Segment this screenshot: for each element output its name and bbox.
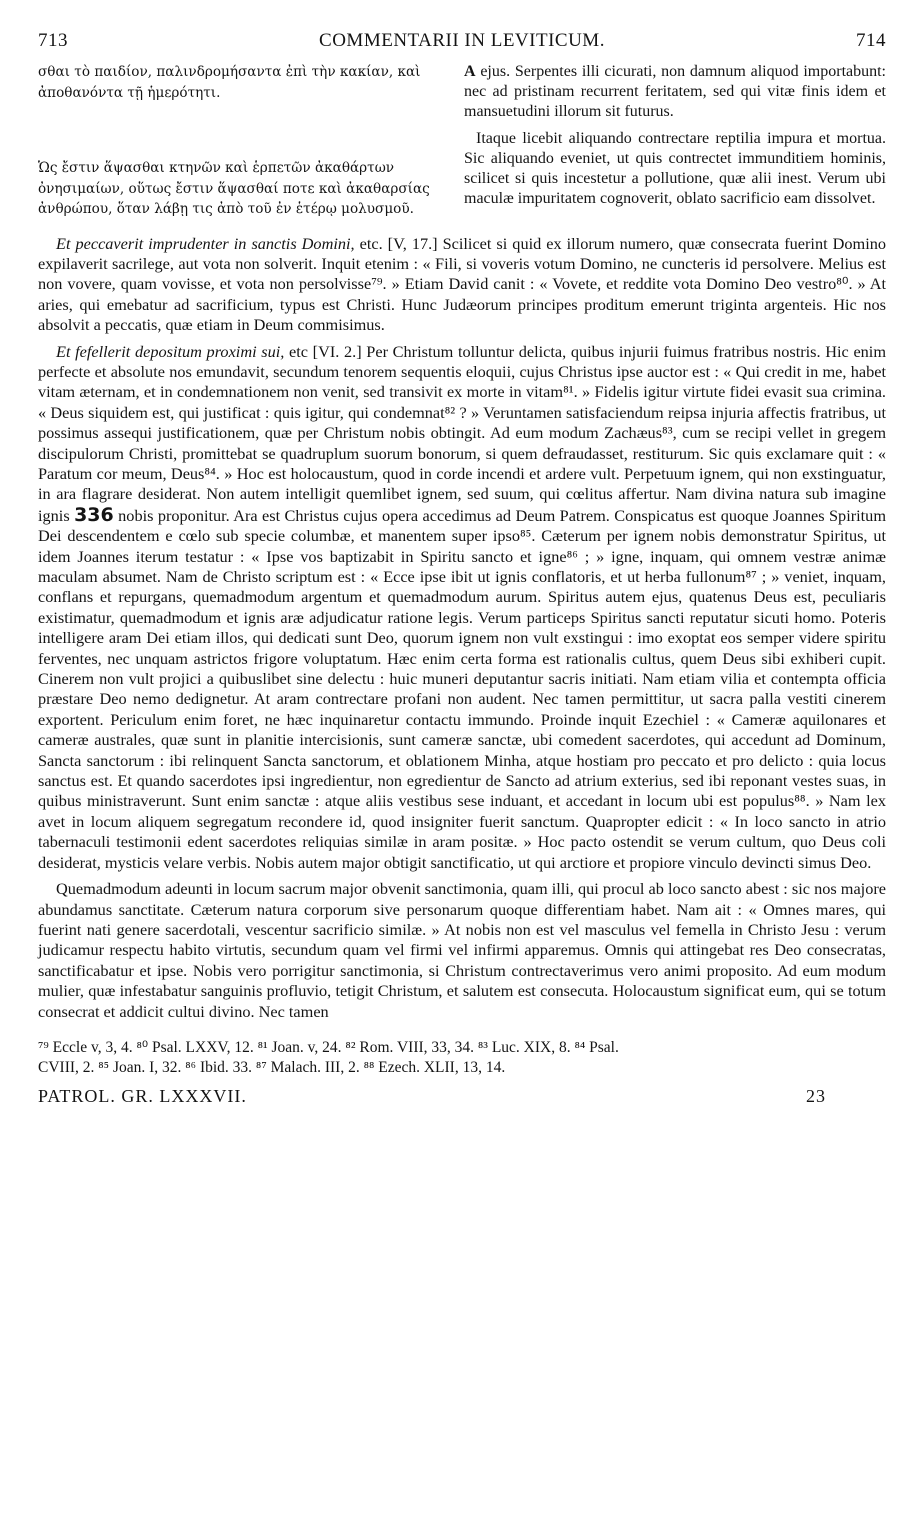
page-number-left: 713	[38, 30, 68, 51]
latin-paragraph-2: Itaque licebit aliquando contrectare reptilia impura et mortua. Sic aliquando eveniet, ut quis contrectet immunditiem hominis, scilicet si quis incestetur a pollutione, quæ alii inest. Verum ubi maculæ impuritatem cognoverit, oblato sacrificio eam dissolvet.	[464, 129, 886, 208]
two-column-block	[38, 62, 886, 220]
body-paragraph-3: Quemadmodum adeunti in locum sacrum major obvenit sanctimonia, quam illi, qui procul ab loco sancto abest : sic nos majore abundamus sanctitate. Cæterum natura corporum sive personarum quoque differentiam habet. Nam ait : « Omnes mares, qui fuerint nati genere sacerdotali, vescentur sacrificio similæ. » At nobis non est vel masculus vel femella in Christo Jesu : verum judicamur respectu habito virtutis, secundum quam vel firmi vel infirmi apparemus. Omnis qui attingebat res Deo consecratas, sanctificabatur et ipse. Nobis vero porrigitur sanctimonia, si Christum contrectaverimus vero animi proposito. Ad eum modum mulier, quæ infestabatur sanguinis profluvio, tetigit Christum, et salutem est consecuta. Holocaustum significat eum, qui se totum consecrat et addicit cultui divino. Nec tamen	[38, 879, 886, 1021]
body-paragraph-1-text: etc. [V, 17.] Scilicet si quid ex illorum numero, quæ consecrata fuerint Domino expilaverit sacrilege, aut vota non solverit. Inquit etenim : « Fili, si voveris votum Domino, ne cuncteris id persolvere. Melius est non vovere, quam vovisse, et vota non persolvisse⁷⁹. » Etiam David canit : « Vovete, et reddite vota Domino Deo vestro⁸⁰. » At aries, qui emebatur ad sacrificium, typus est Christi. Hunc Judæorum principes proditum emerunt triginta argenteis. Hic nos absolvit a peccatis, quæ etiam in Deum commisimus.	[38, 233, 886, 335]
column-number: 336	[74, 503, 114, 526]
greek-paragraph-2: Ὡς ἔστιν ἅψασθαι κτηνῶν καὶ ἑρπετῶν ἀκαθάρτων ὀνησιμαίων, οὕτως ἔστιν ἅψασθαί ποτε καὶ ἀκαθαρσίας ἀνθρώπου, ὅταν λάβῃ τις ἀπὸ τοῦ ἐν ἑτέρῳ μολυσμοῦ.	[38, 160, 430, 217]
main-text	[38, 234, 886, 1022]
latin-paragraph-1	[464, 62, 886, 123]
lemma-2: Et fefellerit depositum proximi sui,	[56, 341, 285, 361]
greek-paragraph-1: σθαι τὸ παιδίον, παλινδρομήσαντα ἐπὶ τὴν κακίαν, καὶ ἀποθανόντα τῇ ἡμερότητι.	[38, 64, 421, 101]
column-marker: A	[464, 63, 476, 80]
greek-column	[38, 62, 450, 220]
lemma-1: Et peccaverit imprudenter in sanctis Domini,	[56, 233, 355, 253]
series-reference: PATROL. GR. LXXXVII.	[38, 1085, 247, 1106]
page	[38, 30, 886, 1107]
running-title: COMMENTARII IN LEVITICUM.	[319, 30, 605, 51]
body-paragraph-1	[38, 234, 886, 336]
page-footer	[38, 1086, 886, 1107]
footnotes	[38, 1038, 886, 1078]
running-head	[38, 30, 886, 60]
page-number-right: 714	[855, 30, 886, 51]
signature-number: 23	[806, 1085, 826, 1106]
body-paragraph-2-text-b: nobis proponitur. Ara est Christus cujus opera accedimus ad Deum Patrem. Conspicatus est quoque Joannes Spiritum Dei descendentem e cœlo sub specie columbæ, et manentem super ipso⁸⁵. Cæterum per ignem nobis demonstratur Spiritus, ut idem Joannes iterum testatur : « Ipse vos baptizabit in Spiritu sancto et igne⁸⁶ ; » igne, inquam, qui omnem vestræ animæ maculam absumet. Nam de Christo scriptum est : « Ecce ipse ibit ut ignis conflatoris, et ut herba fullonum⁸⁷ ; » veniet, inquam, conflans et repurgans, quemadmodum argentum et quemadmodum aurum. Spiritus autem ejus, quatenus Deus est, peculiaris existimatur, quemadmodum et ignis aræ adjudicatur ratione legis. Verum particeps Spiritus sancti reputatur sicuti homo. Poteris intelligere aram Dei etiam illos, qui dedicati sunt Deo, quorum ignem non vult exstingui : imo exoptat eos semper videre spiritu ferventes, nec unquam astrictos frigore voluptatum. Hæc enim certa forma est rationalis cultus, quem Deus sibi exhiberi cupit. Cinerem non vult projici a quibuslibet sine delectu : huic muneri deputantur sacris initiati. Nam etiam vilia et contempta officia præstare Deo nemo dedignetur. At aram contrectare profani non audent. Nec tamen permittitur, ut sacra palla vestiti cinerem exportent. Periculum enim foret, ne hæc inquinaretur contactu immundo. Proinde inquit Ezechiel : « Cameræ aquilonares et cameræ australes, quæ sunt in planitie intercisionis, sunt cameræ sanctæ, ubi comedent sacerdotes, qui accedunt ad Dominum, Sancta sanctorum : ibi relinquent Sancta sanctorum, et oblationem Minha, atque hostiam pro peccato et pro delicto : quia locus sanctus est. Et quando sacerdotes ipsi ingredientur, non egredientur de Sancto ad atrium exterius, sed ibi reponant vestes suas, in quibus ministraverunt. Sunt enim sanctæ : atque aliis vestibus sese induant, et accedant in locum ubi est populus⁸⁸. » Nam lex avet in locum aliquem segregatum recondere id, quod insigniter fuerit sanctum. Quapropter edicit : « In loco sancto in atrio tabernaculi testimonii edent sacerdotes reliquias similæ in aram positæ. » Hoc pacto ostendit se verum cultum, quo Deus coli desiderat, mysticis velare verbis. Nobis autem major obtigit sanctificatio, ut qui arctiore et propiore vinculo devincti simus Deo.	[38, 505, 886, 872]
footnote-line-2: CVIII, 2. ⁸⁵ Joan. I, 32. ⁸⁶ Ibid. 33. ⁸⁷ Malach. III, 2. ⁸⁸ Ezech. XLII, 13, 14.	[38, 1058, 506, 1076]
latin-column	[464, 62, 886, 220]
footnote-line-1: ⁷⁹ Eccle v, 3, 4. ⁸⁰ Psal. LXXV, 12. ⁸¹ Joan. v, 24. ⁸² Rom. VIII, 33, 34. ⁸³ Luc. XIX, 8. ⁸⁴ Psal.	[38, 1038, 619, 1056]
body-paragraph-2	[38, 342, 886, 874]
latin-paragraph-1-text: ejus. Serpentes illi cicurati, non damnum aliquod importabunt: nec ad pristinam recurrent feritatem, sed qui vitæ finis idem et mansuetudini illorum sit futurus.	[464, 63, 886, 121]
body-paragraph-2-text-a: etc [VI. 2.] Per Christum tolluntur delicta, quibus injurii fuimus fratribus nostris. Hic enim perfecte et absolute nos emundavit, secundum tenorem sequentis eloquii, cujus Christus ipse auctor est : « Qui credit in me, habet vitam æternam, et in condemnationem non venit, sed transivit ex morte in vitam⁸¹. » Fidelis igitur virtute fidei evasit sua crimina. « Deus siquidem est, qui justificat : quis igitur, qui condemnat⁸² ? » Veruntamen satisfaciendum reipsa injuria affectis fratribus, ut possimus assequi justificationem, quæ per Christum nobis obtingit. Ad eum modum Zachæus⁸³, cum se recipi vellet in gregem discipulorum Christi, promittebat se quadruplum suorum bonorum, si quem defraudasset, restiturum. Sic quis exclamare quit : « Paratum cor meum, Deus⁸⁴. » Hoc est holocaustum, quod in corde incendi et ardere vult. Perpetuum ignem, qui non exstinguatur, in ara flagrare desiderat. Non autem intelligit quemlibet ignem, sed suum, qui cœlitus affertur. Nam divina natura sub imagine ignis	[38, 341, 886, 525]
